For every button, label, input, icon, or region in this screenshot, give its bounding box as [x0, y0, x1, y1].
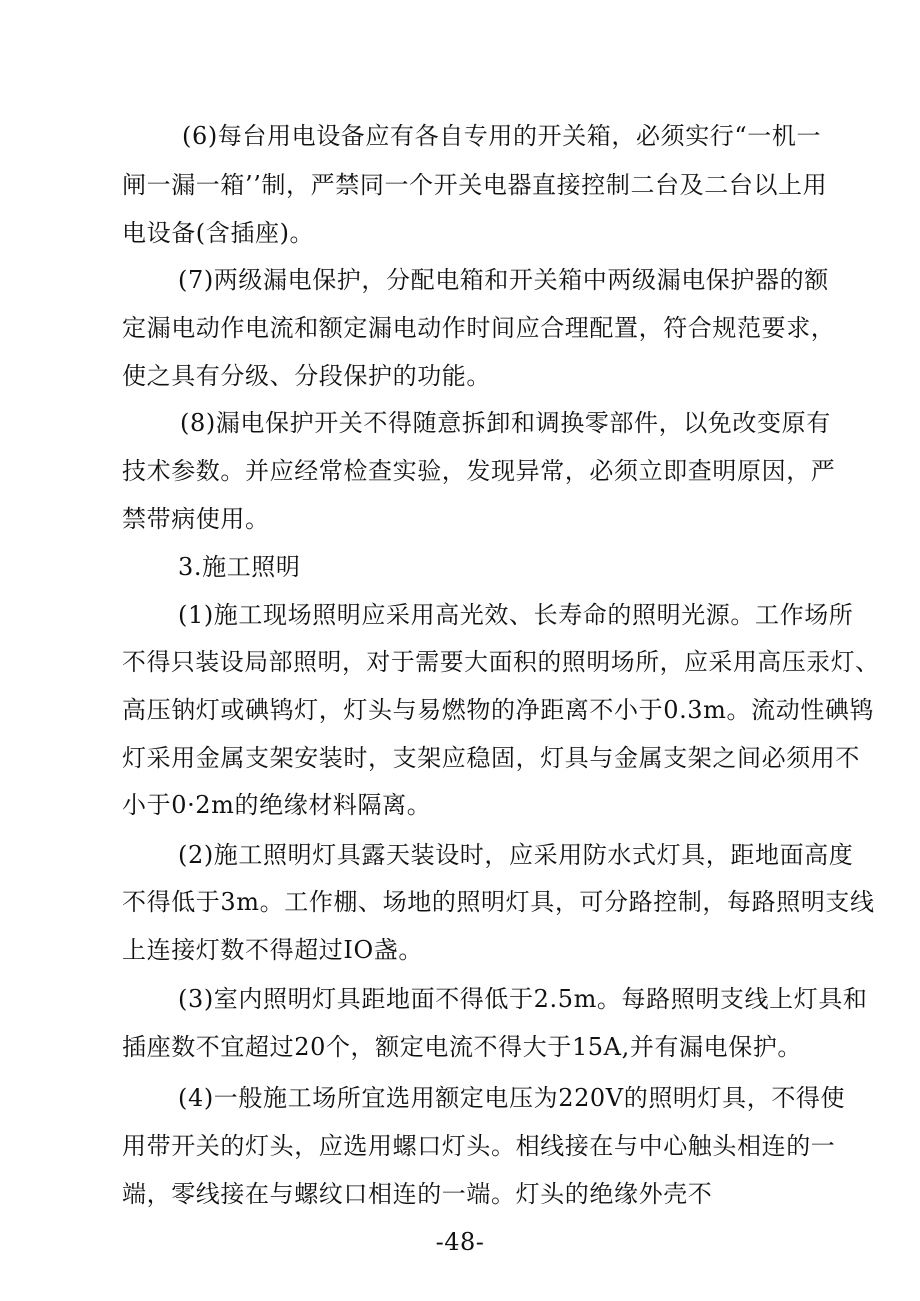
text-line: 上连接灯数不得超过IO盏。 [122, 936, 423, 964]
text-line: (8)漏电保护开关不得随意拆卸和调换零部件，以免改变原有 [180, 409, 831, 437]
text-line: (4)一般施工场所宜选用额定电压为220V的照明灯具，不得使 [178, 1084, 846, 1112]
section-heading: 3.施工照明 [178, 553, 301, 581]
text-line: 高压钠灯或碘鸨灯，灯头与易燃物的净距离不小于0.3m。流动性碘鸨 [122, 696, 875, 724]
page-number: -48- [435, 1228, 485, 1256]
text-line: 定漏电动作电流和额定漏电动作时间应合理配置，符合规范要求， [122, 314, 836, 342]
text-line: (6)每台用电设备应有各自专用的开关箱，必须实行“一机一 [182, 122, 822, 150]
text-line: (1)施工现场照明应采用高光效、长寿命的照明光源。工作场所 [178, 601, 854, 629]
text-line: 使之具有分级、分段保护的功能。 [122, 362, 491, 390]
text-line: 闸一漏一箱’’制，严禁同一个开关电器直接控制二台及二台以上用 [122, 171, 828, 199]
text-line: 禁带病使用。 [122, 505, 270, 533]
text-line: (3)室内照明灯具距地面不得低于2.5m。每路照明支线上灯具和 [178, 985, 868, 1013]
text-line: 电设备(含插座)。 [122, 219, 315, 247]
text-line: 端，零线接在与螺纹口相连的一端。灯头的绝缘外壳不 [122, 1180, 713, 1208]
text-line: 用带开关的灯头，应选用螺口灯头。相线接在与中心触头相连的一 [122, 1132, 836, 1160]
text-line: 小于0·2m的绝缘材料隔离。 [122, 791, 432, 819]
text-line: 不得只装设局部照明，对于需要大面积的照明场所，应采用高压汞灯、 [122, 648, 880, 676]
text-line: (7)两级漏电保护，分配电箱和开关箱中两级漏电保护器的额 [178, 266, 829, 294]
text-line: 不得低于3m。工作棚、场地的照明灯具，可分路控制，每路照明支线 [122, 888, 875, 916]
text-line: 插座数不宜超过20个，额定电流不得大于15A,并有漏电保护。 [122, 1033, 803, 1061]
text-line: 灯采用金属支架安装时，支架应稳固，灯具与金属支架之间必须用不 [122, 744, 860, 772]
text-line: (2)施工照明灯具露天装设时，应采用防水式灯具，距地面高度 [178, 841, 854, 869]
text-line: 技术参数。并应经常检查实验，发现异常，必须立即查明原因，严 [122, 457, 836, 485]
